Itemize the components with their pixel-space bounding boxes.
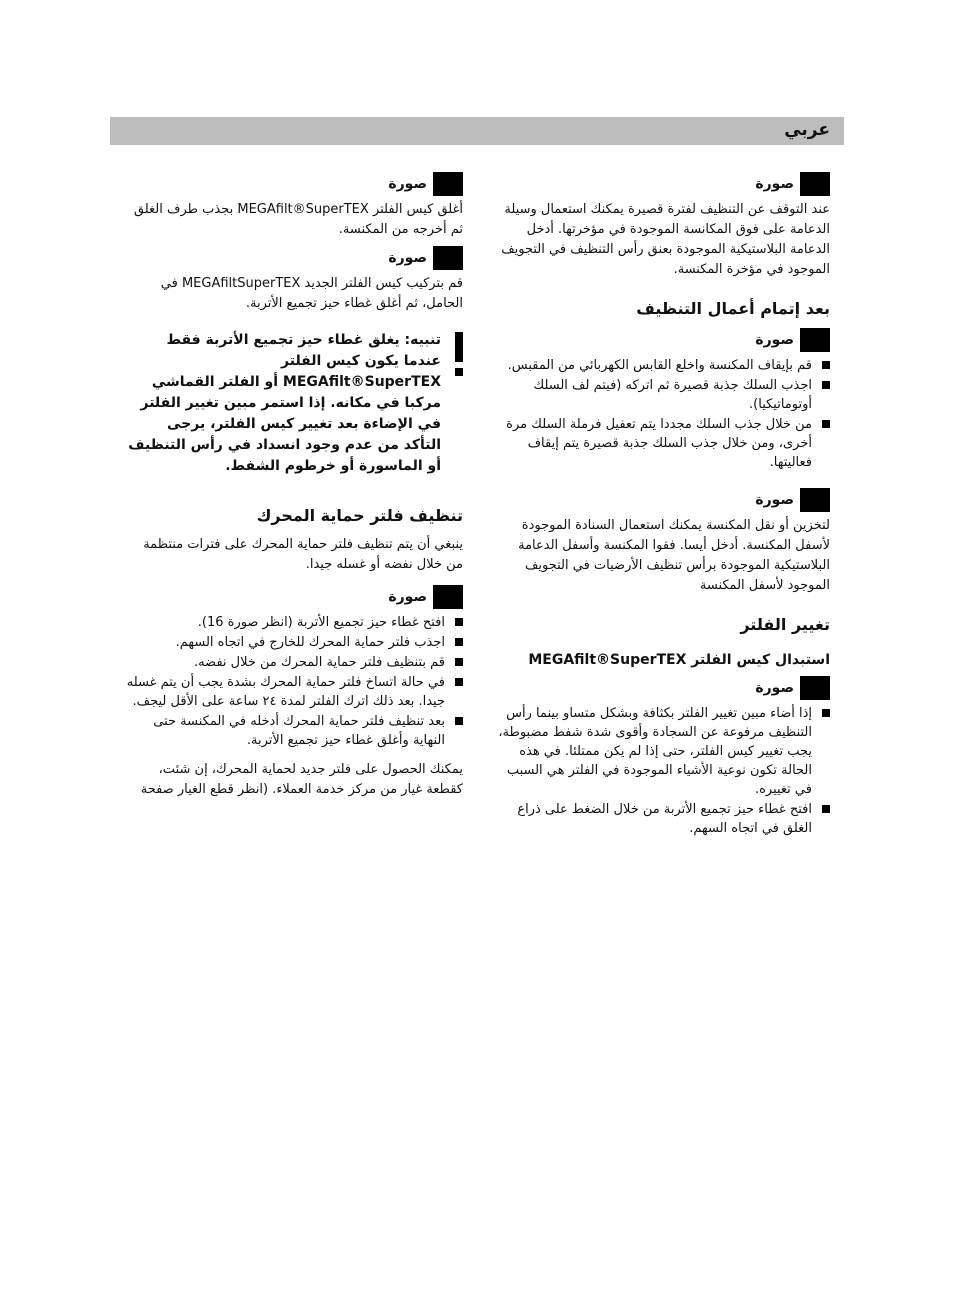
figure-number-box bbox=[800, 172, 830, 196]
heading-after-cleaning: بعد إتمام أعمال التنظيف bbox=[636, 299, 830, 318]
list-item: من خلال جذب السلك مجددا يتم تعفيل فرملة السلك مرة أخرى، ومن خلال جذب السلك جذبة قصيرة يتم إيقاف فعاليتها. bbox=[496, 415, 830, 472]
figure-label: صورة bbox=[755, 332, 794, 348]
section-header-bar bbox=[110, 117, 844, 145]
heading-change-filter: تغيير الفلتر bbox=[740, 615, 830, 634]
paragraph-storage: لتخزين أو نقل المكنسة يمكنك استعمال السنادة الموجودة لأسفل المكنسة. أدخل أيسا. فقوا المكنسة وأسفل الدعامة البلاستيكية الموجودة برأس تنظيف الأرضيات في التجويف الموجود لأسفل المكنسة bbox=[518, 518, 830, 593]
figure-ref bbox=[126, 246, 463, 270]
figure-number-box bbox=[800, 676, 830, 700]
bullet-square-icon bbox=[822, 381, 830, 389]
bullet-square-icon bbox=[822, 420, 830, 428]
change-filter-list bbox=[496, 704, 830, 838]
figure-number-box bbox=[800, 328, 830, 352]
paragraph-insert-bag: قم بتركيب كيس الفلتر الجديد MEGAfiltSuperTEX في الحامل، ثم أغلق غطاء حيز تجميع الأتربة. bbox=[160, 276, 463, 311]
figure-ref bbox=[496, 172, 830, 196]
figure-label: صورة bbox=[755, 176, 794, 192]
figure-label: صورة bbox=[388, 250, 427, 266]
figure-label: صورة bbox=[388, 589, 427, 605]
list-item: اجذب السلك جذبة قصيرة ثم اتركه (فيتم لف السلك أوتوماتيكيا). bbox=[496, 376, 830, 414]
paragraph-motor-filter: ينبغي أن يتم تنظيف فلتر حماية المحرك على فترات منتظمة من خلال نفضه أو غسله جيدا. bbox=[143, 537, 463, 572]
figure-ref bbox=[126, 585, 463, 609]
paragraph-parking: عند التوقف عن التنظيف لفترة قصيرة يمكنك استعمال وسيلة الدعامة على فوق المكانسة الموجودة في مؤخرتها. أدخل الدعامة البلاستيكية الموجودة بعنق رأس التنظيف في التجويف الموجود في مؤخرة المكنسة. bbox=[501, 202, 830, 277]
list-item: في حالة اتساخ فلتر حماية المحرك بشدة يجب أن يتم غسله جيدا. بعد ذلك اترك الفلتر لمدة ٢٤ ساعة على الأقل ليجف. bbox=[126, 673, 463, 711]
bullet-square-icon bbox=[822, 805, 830, 813]
figure-number-box bbox=[433, 585, 463, 609]
list-item: افتح غطاء حيز تجميع الأتربة (انظر صورة 16). bbox=[126, 613, 463, 632]
figure-ref bbox=[496, 328, 830, 352]
heading-motor-filter: تنظيف فلتر حماية المحرك bbox=[256, 506, 463, 525]
bullet-square-icon bbox=[455, 618, 463, 626]
heading-replace-bag: استبدال كيس الفلتر MEGAfilt®SuperTEX bbox=[528, 652, 830, 668]
list-item: بعد تنظيف فلتر حماية المحرك أدخله في المكنسة حتى النهاية وأغلق غطاء حيز تجميع الأتربة. bbox=[126, 712, 463, 750]
language-title: عربي bbox=[784, 120, 830, 140]
figure-label: صورة bbox=[388, 176, 427, 192]
bullet-square-icon bbox=[455, 717, 463, 725]
figure-label: صورة bbox=[755, 492, 794, 508]
list-item: قم بإيقاف المكنسة واخلع القابس الكهربائي من المقبس. bbox=[496, 356, 830, 375]
list-item: اجذب فلتر حماية المحرك للخارج في اتجاه السهم. bbox=[126, 633, 463, 652]
figure-number-box bbox=[433, 246, 463, 270]
after-cleaning-list bbox=[496, 356, 830, 472]
figure-label: صورة bbox=[755, 680, 794, 696]
bullet-square-icon bbox=[822, 361, 830, 369]
list-item: افتح غطاء حيز تجميع الأتربة من خلال الضغط على ذراع الغلق في اتجاه السهم. bbox=[496, 800, 830, 838]
figure-ref bbox=[496, 488, 830, 512]
warning-block bbox=[126, 330, 463, 477]
figure-number-box bbox=[433, 172, 463, 196]
left-column bbox=[126, 172, 463, 806]
warning-text: تنبيه: يغلق غطاء حيز تجميع الأتربة فقط عندما يكون كيس الفلتر MEGAfilt®SuperTEX أو الفلتر القماشي مركبا في مكانه. إذا استمر مبين تغيير الفلتر في الإضاءة بعد تغيير كيس الفلتر، يرجى التأكد من عدم وجود انسداد في رأس التنظيف أو الماسورة أو خرطوم الشفط. bbox=[128, 332, 441, 474]
right-column bbox=[496, 172, 830, 844]
figure-ref bbox=[126, 172, 463, 196]
bullet-square-icon bbox=[822, 709, 830, 717]
paragraph-spare-part: يمكنك الحصول على فلتر جديد لحماية المحرك، إن شئت، كقطعة غيار من مركز خدمة العملاء. (انظر قطع الغيار صفحة bbox=[140, 762, 463, 797]
paragraph-close-bag: أغلق كيس الفلتر MEGAfilt®SuperTEX بجذب طرف الغلق ثم أخرجه من المكنسة. bbox=[133, 202, 463, 237]
motor-filter-list bbox=[126, 613, 463, 750]
bullet-square-icon bbox=[455, 638, 463, 646]
figure-number-box bbox=[800, 488, 830, 512]
list-item: إذا أضاء مبين تغيير الفلتر بكثافة وبشكل متساو بينما رأس التنظيف مرفوعة عن السجادة وأقوى شدة شفط مضبوطة، يجب تغيير كيس الفلتر، حتى إذا لم يكن ممتلئا. في هذه الحالة تكون نوعية الأشياء الموجودة في الفلتر هي السبب في تغييره. bbox=[496, 704, 830, 799]
bullet-square-icon bbox=[455, 658, 463, 666]
bullet-square-icon bbox=[455, 678, 463, 686]
figure-ref bbox=[496, 676, 830, 700]
list-item: قم بتنظيف فلتر حماية المحرك من خلال نفضه. bbox=[126, 653, 463, 672]
warning-exclamation-icon bbox=[453, 332, 463, 378]
